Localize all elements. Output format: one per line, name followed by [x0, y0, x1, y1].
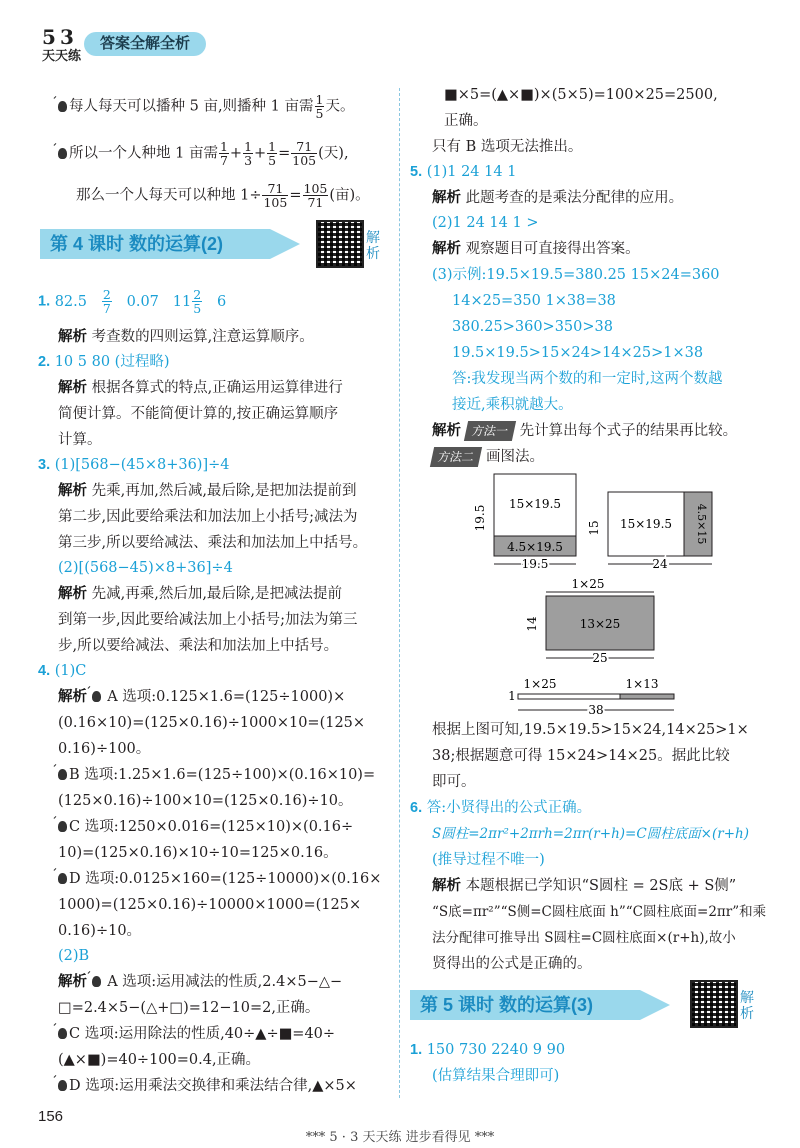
q5-answer-3d: 19.5×19.5>15×24>14×25>1×38: [452, 345, 704, 361]
svg-text:5: 5: [42, 25, 56, 49]
logo-mark-icon: [40, 22, 84, 62]
q5-explanation-1: 解析 此题考查的是乘法分配律的应用。: [432, 190, 684, 206]
q6-explanation-1: 解析 本题根据已学知识“S圆柱 = 2S底 + S侧”: [432, 878, 737, 894]
bulb-icon: [58, 1080, 67, 1091]
q4-2a-2: □=2.4×5−(△+□)=12−10=2,正确。: [58, 1000, 320, 1016]
q6-explanation-4: 贤得出的公式是正确的。: [432, 956, 592, 972]
q3-answer-2: (2)[(568−45)×8+36]÷4: [58, 560, 233, 576]
bulb-icon: [58, 873, 67, 884]
q4-a-3: 0.16)÷100。: [58, 741, 151, 757]
q4-c-1: C 选项:1250×0.016=(125×10)×(0.16÷: [58, 817, 353, 837]
q1-answer: 1. 82.5 $\frac{2}{7}$ 0.07 11 $\frac{2}{5}$ 6: [38, 287, 227, 316]
bulb-icon: [92, 976, 101, 987]
q3-explanation-2b: 到第一步,因此要给减法加上小括号;加法为第三: [58, 612, 358, 628]
qr-code-icon[interactable]: [316, 220, 364, 268]
method-1: 解析 方法一 先计算出每个式子的结果再比较。: [432, 423, 738, 439]
lesson5-q1-answer: 1. 150 730 2240 9 90: [410, 1042, 566, 1058]
fig-d-top1: 1×25: [523, 677, 557, 691]
page-number: 156: [38, 1108, 64, 1125]
q3-explanation-2c: 步,所以要给减法、乘法和加法加上中括号。: [58, 638, 339, 654]
fig-c-side: 14: [525, 616, 539, 632]
q3-explanation-1c: 第三步,所以要给减法、乘法和加法加上中括号。: [58, 535, 368, 551]
section-title-lesson-4: 第 4 课时 数的运算(2): [40, 229, 270, 259]
bulb-icon: [58, 769, 67, 780]
q4-2c-2: (▲×■)=40÷100=0.4,正确。: [58, 1052, 261, 1068]
q3-explanation-1b: 第二步,因此要给乘法和加法加上小括号;减法为: [58, 509, 358, 525]
q1-explanation: 解析 考查数的四则运算,注意运算顺序。: [58, 329, 314, 345]
q4-answer-1: 4. (1)C: [38, 663, 87, 679]
q5-explanation-2: 解析 观察题目可直接得出答案。: [432, 241, 640, 257]
q4-d-3: 0.16)÷10。: [58, 923, 142, 939]
qr-label: 解析: [740, 990, 754, 1022]
q5-answer-4b: 接近,乘积就越大。: [452, 397, 573, 413]
fig-d-width: 38: [588, 703, 604, 717]
header-badge: 答案全解全析: [84, 32, 206, 56]
qr-code-icon[interactable]: [690, 980, 738, 1028]
area-model-figure: [470, 468, 730, 718]
q5-conclusion-3: 即可。: [432, 774, 476, 790]
q5-answer-3a: (3)示例:19.5×19.5=380.25 15×24=360: [432, 267, 720, 283]
fig-c-width: 25: [592, 651, 608, 665]
q4-d-2: 1000)=(125×0.16)÷10000×1000=(125×: [58, 897, 362, 913]
fig-a-label: 15×19.5: [508, 497, 562, 511]
q6-explanation-2: “S底=πr²”“S侧=C圆柱底面 h”“C圆柱底面=2πr”和乘: [432, 904, 767, 920]
lesson5-q1-note: (估算结果合理即可): [432, 1068, 560, 1084]
q4-answer-2: (2)B: [58, 948, 90, 964]
qr-label: 解析: [366, 230, 380, 262]
fig-b-right: 4.5×15: [695, 503, 708, 545]
q2-explanation-3: 计算。: [58, 432, 102, 448]
q6-note: (推导过程不唯一): [432, 852, 545, 868]
fig-a-side: 19.5: [473, 504, 487, 532]
q5-answer-1: 5. (1)1 24 14 1: [410, 164, 517, 180]
column-divider: [399, 88, 400, 1098]
q4-2c-1: C 选项:运用除法的性质,40÷▲÷■=40÷: [58, 1024, 335, 1044]
fig-d-left: 1: [508, 689, 516, 703]
q2-explanation-1: 解析 根据各算式的特点,正确运用运算律进行: [58, 380, 343, 396]
bulb-icon: [58, 148, 67, 159]
q6-explanation-3: 法分配律可推导出 S圆柱=C圆柱底面×(r+h),故小: [432, 930, 736, 946]
q5-answer-3c: 380.25>360>350>38: [452, 319, 613, 335]
q4-a-2: (0.16×10)=(125×0.16)÷1000×10=(125×: [58, 715, 366, 731]
q6-answer: 6. 答:小贤得出的公式正确。: [410, 800, 592, 816]
right-line-3: 只有 B 选项无法推出。: [432, 139, 583, 155]
footer-slogan: *** 5 · 3 天天练 进步看得见 ***: [305, 1130, 495, 1145]
fig-c-top: 1×25: [571, 577, 605, 591]
q5-conclusion-2: 38;根据题意可得 15×24>14×25。据此比较: [432, 748, 730, 764]
q4-c-2: 10)=(125×0.16)×10÷10=125×0.16。: [58, 845, 338, 861]
bulb-icon: [58, 1028, 67, 1039]
fig-a-bottom: 4.5×19.5: [507, 540, 563, 554]
left-line-3: 那么一个人每天可以种地 1÷ $\frac{71}{105}$ = $\frac{105}{71}$ (亩)。: [76, 181, 370, 210]
logo: [40, 22, 84, 62]
fig-b-label: 15×19.5: [619, 517, 673, 531]
fig-a-width: 19.5: [521, 557, 549, 571]
method-2: 方法二 画图法。: [432, 447, 544, 467]
q2-explanation-2: 简便计算。不能简便计算的,按正确运算顺序: [58, 406, 339, 422]
bulb-icon: [92, 691, 101, 702]
q4-d-1: D 选项:0.0125×160=(125÷10000)×(0.16×: [58, 869, 381, 889]
q5-answer-3b: 14×25=350 1×38=38: [452, 293, 616, 309]
right-line-2: 正确。: [444, 113, 488, 129]
q2-answer: 2. 10 5 80 (过程略): [38, 354, 170, 370]
q5-answer-2: (2)1 24 14 1 >: [432, 215, 539, 231]
section-title-lesson-5: 第 5 课时 数的运算(3): [410, 990, 640, 1020]
fig-c-label: 13×25: [579, 617, 621, 631]
q4-b-1: B 选项:1.25×1.6=(125÷100)×(0.16×10)=: [58, 765, 375, 785]
q5-conclusion-1: 根据上图可知,19.5×19.5>15×24,14×25>1×: [432, 722, 749, 738]
bulb-icon: [58, 821, 67, 832]
q4-2d-1: D 选项:运用乘法交换律和乘法结合律,▲×5×: [58, 1076, 357, 1096]
q4-2a-1: 解析 A 选项:运用减法的性质,2.4×5−△−: [58, 974, 343, 990]
left-line-1: 每人每天可以播种 5 亩,则播种 1 亩需 $\frac{1}{5}$ 天。: [58, 93, 354, 120]
bulb-icon: [58, 101, 67, 112]
q4-a-1: 解析 A 选项:0.125×1.6=(125÷1000)×: [58, 689, 346, 705]
fig-d-top2: 1×13: [625, 677, 659, 691]
q4-b-2: (125×0.16)÷100×10=(125×0.16)÷10。: [58, 793, 353, 809]
fig-b-side: 15: [587, 520, 601, 536]
svg-text:3: 3: [60, 25, 74, 49]
svg-text:天天练: 天天练: [42, 49, 82, 62]
q3-answer-1: 3. (1)[568−(45×8+36)]÷4: [38, 457, 230, 473]
q6-formula: S圆柱=2πr²+2πrh=2πr(r+h)=C圆柱底面×(r+h): [432, 826, 749, 842]
fig-b-width: 24: [652, 557, 668, 571]
q5-answer-4a: 答:我发现当两个数的和一定时,这两个数越: [452, 371, 723, 387]
right-line-1: ■×5=(▲×■)×(5×5)=100×25=2500,: [444, 87, 718, 103]
q3-explanation-1a: 解析 先乘,再加,然后减,最后除,是把加法提前到: [58, 483, 357, 499]
q3-explanation-2a: 解析 先减,再乘,然后加,最后除,是把减法提前: [58, 586, 343, 602]
left-line-2: 所以一个人种地 1 亩需 $\frac{1}{7}$ + $\frac{1}{3}$ + $\frac{1}{5}$ = $\frac{71}{105}$ (天),: [58, 140, 349, 167]
